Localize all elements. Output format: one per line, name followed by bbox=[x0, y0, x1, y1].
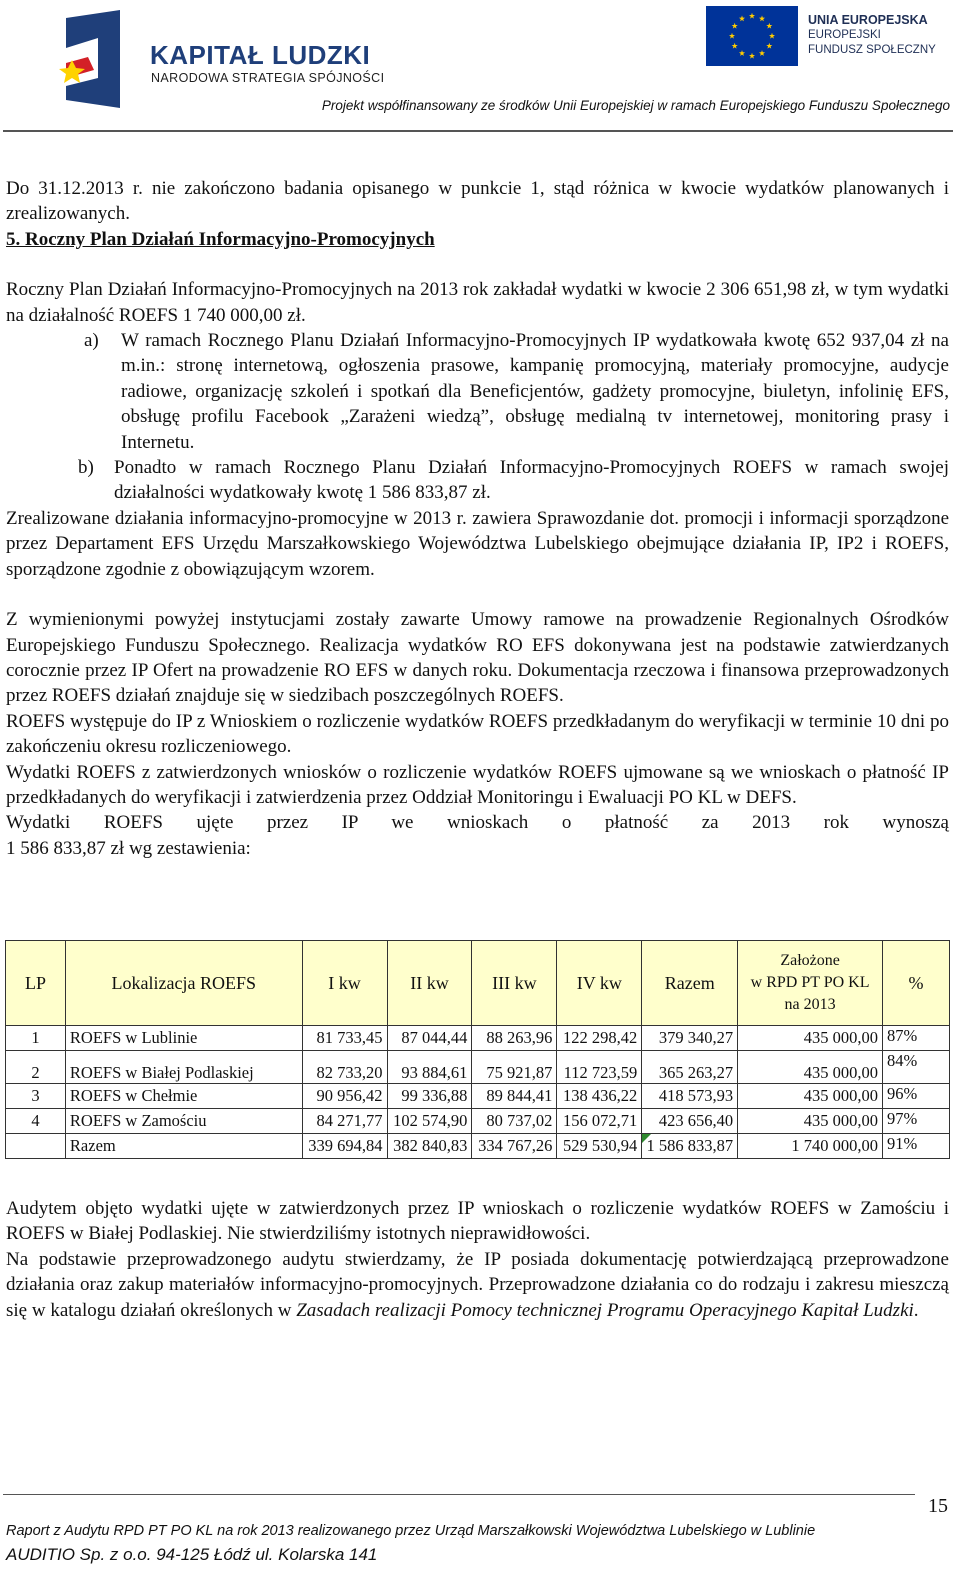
paragraph-text: . bbox=[913, 1299, 919, 1321]
cell-sum: 423 656,40 bbox=[642, 1109, 738, 1134]
paragraph: Wydatki ROEFS z zatwierdzonych wniosków o rozliczenie wydatków ROEFS ujmowane są we wnioskach o płatność IP przedkładanych do weryfikacji i zatwierdzenia przez Oddział Monitoringu i Ewaluacji PO KL w DEFS. bbox=[6, 761, 949, 808]
table-row bbox=[6, 1109, 950, 1134]
cell-q2: 93 884,61 bbox=[387, 1051, 472, 1084]
paragraph: Z wymienionymi powyżej instytucjami zostały zawarte Umowy ramowe na prowadzenie Regionalnych Ośrodków Europejskiego Funduszu Społecznego. Realizacja wydatków RO EFS dokonywana jest na podstawie zatwierdzanych corocznie przez IP Ofert na prowadzenie RO EFS w danych roku. Dokumentacja rzeczowa i finansowa przeprowadzonych przez ROEFS działań znajduje się w siedzibach poszczególnych ROEFS. bbox=[6, 609, 949, 707]
cell-percent: 91% bbox=[882, 1134, 949, 1159]
cell-q2: 87 044,44 bbox=[387, 1026, 472, 1051]
cell-lp: 3 bbox=[6, 1084, 66, 1109]
header-q2: II kw bbox=[387, 941, 472, 1026]
header-location: Lokalizacja ROEFS bbox=[65, 941, 302, 1026]
footer-divider bbox=[3, 1494, 915, 1495]
header-lp: LP bbox=[6, 941, 66, 1026]
cell-q3 bbox=[472, 1134, 557, 1159]
header-planned bbox=[738, 941, 883, 1026]
header-divider bbox=[3, 130, 953, 132]
eu-label bbox=[808, 13, 936, 58]
cell-value: 1 740 000,00 bbox=[791, 1136, 878, 1155]
cell-plan: 435 000,00 bbox=[738, 1026, 883, 1051]
table-row bbox=[6, 1026, 950, 1051]
paragraph bbox=[6, 1247, 949, 1323]
cell-q3: 80 737,02 bbox=[472, 1109, 557, 1134]
table-total-row bbox=[6, 1134, 950, 1159]
paragraph: Zrealizowane działania informacyjno-promocyjne w 2013 r. zawiera Sprawozdanie dot. promocji i informacji sporządzone przez Departament EFS Urzędu Marszałkowskiego Województwa Lubelskiego obejmujące działania IP, IP2 i ROEFS, sporządzone zgodnie z obowiązującym wzorem. bbox=[6, 507, 949, 580]
kapital-ludzki-title: KAPITAŁ LUDZKI bbox=[150, 40, 371, 70]
cell-q4 bbox=[557, 1134, 642, 1159]
cell-value: 1 586 833,87 bbox=[646, 1136, 734, 1155]
cell-lp: 2 bbox=[6, 1051, 66, 1084]
cell-q2: 102 574,90 bbox=[387, 1109, 472, 1134]
kapital-ludzki-logo-icon bbox=[58, 8, 128, 108]
cell-lp: 1 bbox=[6, 1026, 66, 1051]
header-q1: I kw bbox=[302, 941, 387, 1026]
cell-value: 339 694,84 bbox=[308, 1136, 383, 1155]
header-q4: IV kw bbox=[557, 941, 642, 1026]
header-q3: III kw bbox=[472, 941, 557, 1026]
list-marker: a) bbox=[84, 330, 99, 352]
list-marker: b) bbox=[78, 457, 94, 479]
page-header bbox=[0, 0, 960, 150]
cell-q1: 82 733,20 bbox=[302, 1051, 387, 1084]
cofinance-note: Projekt współfinansowany ze środków Unii Europejskiej w ramach Europejskiego Funduszu Społecznego bbox=[321, 98, 950, 113]
header-planned-line3: na 2013 bbox=[784, 996, 836, 1013]
cell-location: ROEFS w Zamościu bbox=[65, 1109, 302, 1134]
cell-plan: 435 000,00 bbox=[738, 1084, 883, 1109]
cell-value: 334 767,26 bbox=[478, 1136, 553, 1155]
table-header-row bbox=[6, 941, 950, 1026]
paragraph-text: Na podstawie przeprowadzonego audytu stwierdzamy, że IP posiada dokumentację potwierdzającą przeprowadzone działania oraz zakup materiałów informacyjno-promocyjnych. Przeprowadzone działania co do rodzaju i zakresu mieszczą się w katalogu działań określonych w bbox=[6, 1248, 949, 1321]
cell-location: ROEFS w Lublinie bbox=[65, 1026, 302, 1051]
eu-line3: FUNDUSZ SPOŁECZNY bbox=[808, 44, 936, 56]
cell-q1: 84 271,77 bbox=[302, 1109, 387, 1134]
roefs-expense-table bbox=[5, 940, 950, 1159]
header-percent: % bbox=[882, 941, 949, 1026]
paragraph-line: Wydatki ROEFS ujęte przez IP we wnioskach o płatność za 2013 rok wynoszą bbox=[6, 812, 949, 834]
cell-value: 529 530,94 bbox=[563, 1136, 638, 1155]
table-row bbox=[6, 1084, 950, 1109]
cell-q2: 99 336,88 bbox=[387, 1084, 472, 1109]
cell-q4: 138 436,22 bbox=[557, 1084, 642, 1109]
list-item bbox=[6, 455, 949, 506]
cell-location: Razem bbox=[65, 1134, 302, 1159]
cell-plan: 435 000,00 bbox=[738, 1109, 883, 1134]
cell-q2 bbox=[387, 1134, 472, 1159]
cell-marker-icon bbox=[642, 1134, 651, 1143]
list-item-text: Ponadto w ramach Rocznego Planu Działań Informacyjno-Promocyjnych ROEFS w ramach swojej działalności wydatkowały kwotę 1 586 833,87 zł. bbox=[114, 457, 949, 504]
document-body bbox=[6, 176, 949, 861]
cell-q4: 122 298,42 bbox=[557, 1026, 642, 1051]
document-title-italic: Zasadach realizacji Pomocy technicznej Programu Operacyjnego Kapitał Ludzki bbox=[296, 1299, 914, 1321]
cell-q1: 81 733,45 bbox=[302, 1026, 387, 1051]
cell-plan: 435 000,00 bbox=[738, 1051, 883, 1084]
footer-report-title: Raport z Audytu RPD PT PO KL na rok 2013 realizowanego przez Urząd Marszałkowski Województwa Lubelskiego w Lublinie bbox=[6, 1523, 816, 1539]
cell-plan bbox=[738, 1134, 883, 1159]
cell-q3: 89 844,41 bbox=[472, 1084, 557, 1109]
kapital-ludzki-subtitle: NARODOWA STRATEGIA SPÓJNOŚCI bbox=[151, 71, 385, 85]
cell-q4: 156 072,71 bbox=[557, 1109, 642, 1134]
header-total: Razem bbox=[642, 941, 738, 1026]
cell-q1: 90 956,42 bbox=[302, 1084, 387, 1109]
footer-company: AUDITIO Sp. z o.o. 94-125 Łódź ul. Kolarska 141 bbox=[6, 1545, 378, 1564]
paragraph: Roczny Plan Działań Informacyjno-Promocyjnych na 2013 rok zakładał wydatki w kwocie 2 306 651,98 zł, w tym wydatki na działalność ROEFS 1 740 000,00 zł. bbox=[6, 279, 949, 326]
eu-flag-icon bbox=[706, 6, 798, 66]
cell-percent: 87% bbox=[882, 1026, 949, 1051]
cell-value: 382 840,83 bbox=[393, 1136, 468, 1155]
header-planned-line2: w RPD PT PO KL bbox=[750, 974, 870, 991]
conclusion bbox=[6, 1196, 949, 1323]
header-planned-line1: Założone bbox=[780, 952, 840, 969]
cell-lp: 4 bbox=[6, 1109, 66, 1134]
cell-location: ROEFS w Białej Podlaskiej bbox=[65, 1051, 302, 1084]
cell-sum: 418 573,93 bbox=[642, 1084, 738, 1109]
cell-location: ROEFS w Chełmie bbox=[65, 1084, 302, 1109]
cell-percent: 97% bbox=[882, 1109, 949, 1134]
cell-q1 bbox=[302, 1134, 387, 1159]
eu-line1: UNIA EUROPEJSKA bbox=[808, 13, 928, 27]
cell-q3: 88 263,96 bbox=[472, 1026, 557, 1051]
paragraph: Audytem objęto wydatki ujęte w zatwierdzonych przez IP wnioskach o rozliczenie wydatków ROEFS w Zamościu i ROEFS w Białej Podlaskiej. Nie stwierdziliśmy istotnych nieprawidłowości. bbox=[6, 1198, 949, 1245]
cell-q4: 112 723,59 bbox=[557, 1051, 642, 1084]
list-item bbox=[6, 328, 949, 455]
paragraph-line: 1 586 833,87 zł wg zestawienia: bbox=[6, 837, 251, 859]
page-number: 15 bbox=[928, 1495, 948, 1517]
cell-q3: 75 921,87 bbox=[472, 1051, 557, 1084]
paragraph: Do 31.12.2013 r. nie zakończono badania opisanego w punkcie 1, stąd różnica w kwocie wydatków planowanych i zrealizowanych. bbox=[6, 178, 949, 225]
paragraph: ROEFS występuje do IP z Wnioskiem o rozliczenie wydatków ROEFS przedkładanym do weryfikacji w terminie 10 dni po zakończeniu okresu rozliczeniowego. bbox=[6, 710, 949, 758]
cell-percent: 84% bbox=[882, 1051, 949, 1084]
cell-sum: 365 263,27 bbox=[642, 1051, 738, 1084]
list-item-text: W ramach Rocznego Planu Działań Informacyjno-Promocyjnych IP wydatkowała kwotę 652 937,04 zł na m.in.: stronę internetową, ogłoszenia prasowe, kampanię promocyjną, materiały promocyjne, audycje radiowe, organizację szkoleń i spotkań dla Beneficjentów, gadżety promocyjne, biuletyn, infolinię EFS, obsługę profilu Facebook „Zarażeni wiedzą”, obsługę medialną tv internetowej, monitoring prasy i Internetu. bbox=[121, 330, 949, 453]
cell-lp bbox=[6, 1134, 66, 1159]
eu-line2: EUROPEJSKI bbox=[808, 29, 881, 41]
table-row bbox=[6, 1051, 950, 1084]
cell-sum bbox=[642, 1134, 738, 1159]
cell-sum: 379 340,27 bbox=[642, 1026, 738, 1051]
cell-percent: 96% bbox=[882, 1084, 949, 1109]
section-heading: 5. Roczny Plan Działań Informacyjno-Promocyjnych bbox=[6, 228, 435, 250]
